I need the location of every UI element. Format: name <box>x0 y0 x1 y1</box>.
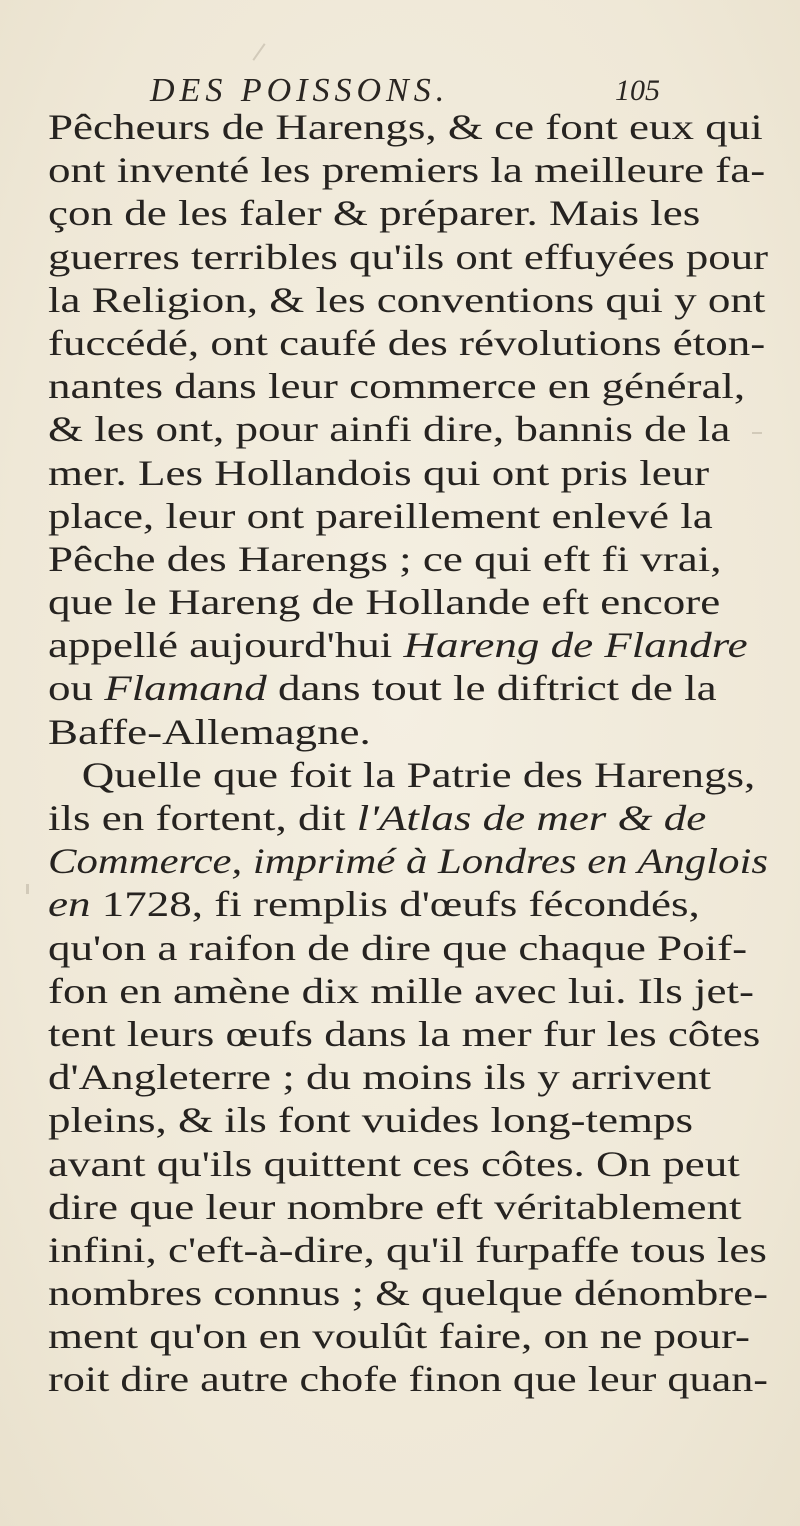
italic-text: l'Atlas de mer & de <box>356 798 707 838</box>
text-line <box>48 927 768 970</box>
line-text: qu'on a raifon de dire que chaque Poif- <box>48 927 748 968</box>
line-text: ou <box>48 668 105 709</box>
line-text: que le Hareng de Hollande eft encore <box>48 582 721 623</box>
paper-speck <box>26 884 29 894</box>
page-number: 105 <box>615 74 660 107</box>
text-line <box>48 322 768 365</box>
line-text: dire que leur nombre eft véritablement <box>48 1186 742 1227</box>
line-text: nombres connus ; & quelque dénombre- <box>48 1273 769 1314</box>
text-line <box>48 1143 768 1186</box>
paper-speck <box>252 43 265 61</box>
line-text: & les ont, pour ainfi dire, bannis de la <box>48 409 731 450</box>
text-line <box>48 1315 768 1358</box>
text-line <box>48 149 768 192</box>
text-line <box>48 192 768 235</box>
italic-text: en <box>48 884 91 925</box>
running-head: DES POISSONS. <box>150 72 450 109</box>
line-text: place, leur ont pareillement enlevé la <box>48 495 713 536</box>
text-line <box>48 1013 768 1056</box>
text-line <box>48 581 768 624</box>
line-text: pleins, & ils font vuides long-temps <box>48 1100 693 1141</box>
line-text: Pêche des Harengs ; ce qui eft fi vrai, <box>48 538 722 579</box>
text-line <box>48 1272 768 1315</box>
text-line <box>48 1099 768 1142</box>
italic-text: Hareng de Flandre <box>403 625 748 666</box>
line-text: dans tout le diftrict de la <box>266 668 717 709</box>
italic-text: Commerce, imprimé à Londres en Anglois <box>48 841 768 882</box>
text-line <box>48 1358 768 1401</box>
text-line <box>48 624 768 667</box>
text-line <box>48 236 768 279</box>
text-line <box>48 797 768 840</box>
line-text: Quelle que foit la Patrie des Harengs, <box>48 754 756 795</box>
italic-text: Flamand <box>104 668 267 709</box>
line-text: avant qu'ils quittent ces côtes. On peut <box>48 1143 740 1184</box>
text-line <box>48 970 768 1013</box>
text-line <box>48 1056 768 1099</box>
text-line <box>48 495 768 538</box>
text-line <box>48 106 768 149</box>
text-line <box>48 538 768 581</box>
line-text: appellé aujourd'hui <box>48 625 404 666</box>
text-line <box>48 711 768 754</box>
line-text: ont inventé les premiers la meilleure fa- <box>48 150 766 191</box>
line-text: ment qu'on en voulût faire, on ne pour- <box>48 1316 751 1357</box>
text-line <box>48 408 768 451</box>
line-text: 1728, fi remplis d'œufs fécondés, <box>90 884 700 925</box>
text-line <box>48 840 768 883</box>
line-text: Pêcheurs de Harengs, & ce font eux qui <box>48 107 763 147</box>
line-text: mer. Les Hollandois qui ont pris leur <box>48 452 710 493</box>
text-line <box>48 1186 768 1229</box>
body-text <box>48 106 768 1402</box>
text-line <box>48 754 768 797</box>
line-text: roit dire autre chofe finon que leur quan- <box>48 1359 769 1400</box>
line-text: fon en amène dix mille avec lui. Ils jet- <box>48 970 755 1011</box>
text-line <box>48 452 768 495</box>
text-line <box>48 883 768 926</box>
line-text: Baffe-Allemagne. <box>48 711 371 752</box>
text-line <box>48 279 768 322</box>
line-text: fuccédé, ont caufé des révolutions éton- <box>48 322 766 363</box>
line-text: guerres terribles qu'ils ont effuyées pour <box>48 236 769 277</box>
text-line <box>48 667 768 710</box>
line-text: d'Angleterre ; du moins ils y arrivent <box>48 1057 711 1098</box>
line-text: nantes dans leur commerce en général, <box>48 366 746 407</box>
line-text: la Religion, & les conventions qui y ont <box>48 279 766 320</box>
line-text: ils en fortent, dit <box>48 798 357 838</box>
text-line <box>48 1229 768 1272</box>
line-text: çon de les faler & préparer. Mais les <box>48 193 701 234</box>
line-text: infini, c'eft-à-dire, qu'il furpaffe tous les <box>48 1229 767 1270</box>
line-text: tent leurs œufs dans la mer fur les côtes <box>48 1013 761 1054</box>
text-line <box>48 365 768 408</box>
